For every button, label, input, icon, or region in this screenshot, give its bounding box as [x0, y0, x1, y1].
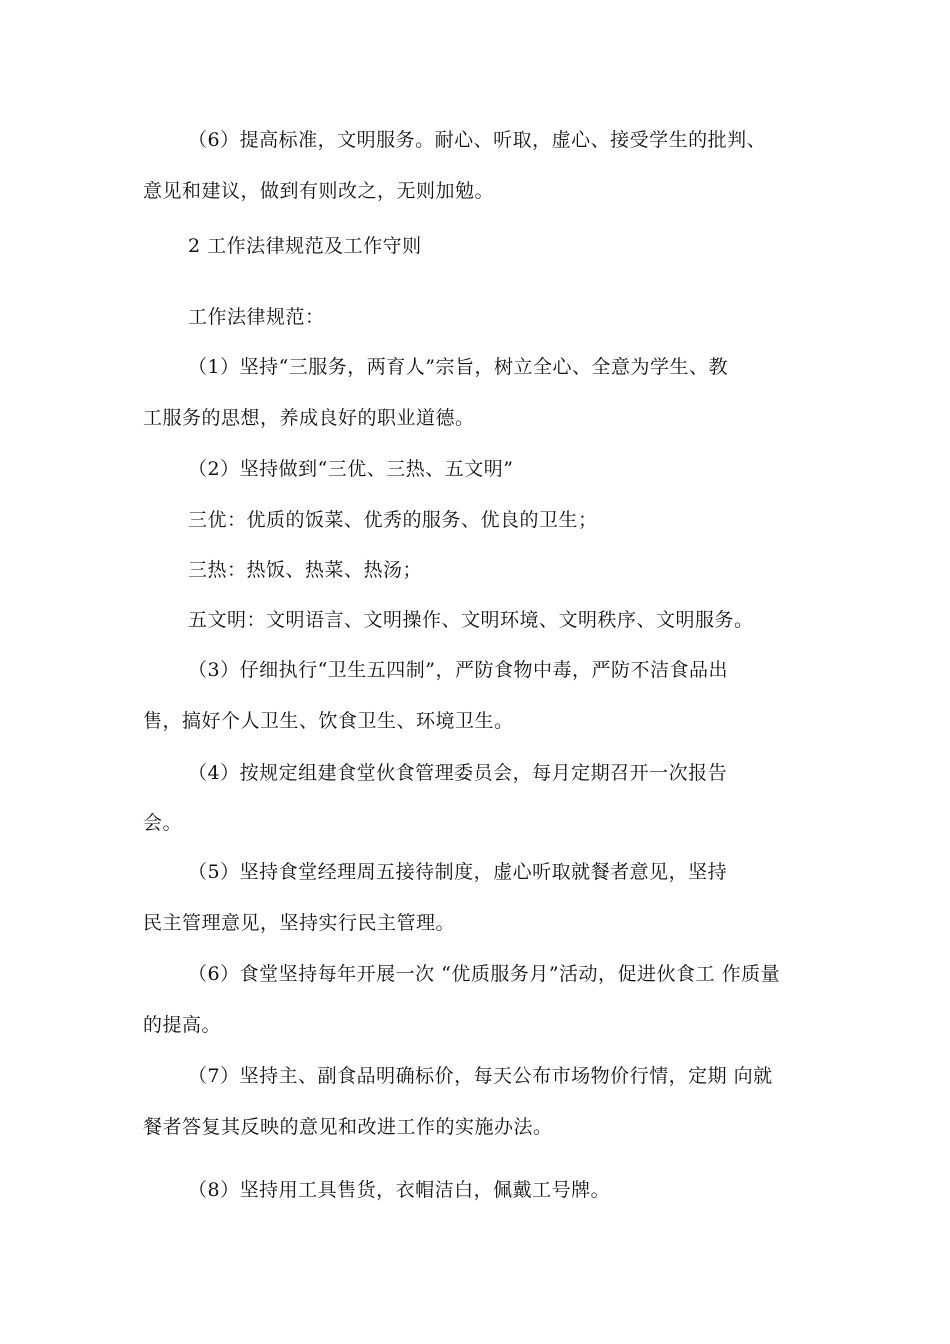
five-civilities: 五文明：文明语言、文明操作、文明环境、文明秩序、文明服务。: [188, 609, 754, 631]
item-7-line-1: （7）坚持主、副食品明确标价，每天公布市场物价行情，定期 向就: [188, 1065, 773, 1087]
item-6-line-1: （6）食堂坚持每年开展一次 “优质服务月”活动，促进伙食工 作质量: [188, 963, 781, 985]
item-8-line-1: （8）坚持用工具售货，衣帽洁白，佩戴工号牌。: [188, 1179, 611, 1201]
item-6-line-2: 的提高。: [143, 1014, 222, 1036]
subheading-legal-norms: 工作法律规范：: [188, 306, 325, 328]
three-hots: 三热：热饭、热菜、热汤；: [188, 559, 423, 581]
item-3-line-2: 售，搞好个人卫生、饮食卫生、环境卫生。: [143, 710, 514, 732]
item-3-line-1: （3）仔细执行“卫生五四制”，严防食物中毒，严防不洁食品出: [188, 659, 729, 681]
item-5-line-1: （5）坚持食堂经理周五接待制度，虚心听取就餐者意见，坚持: [188, 861, 728, 883]
three-excellences: 三优：优质的饭菜、优秀的服务、优良的卫生；: [188, 509, 598, 531]
section-heading: 2 工作法律规范及工作守则: [188, 235, 422, 257]
paragraph-6-line-2: 意见和建议，做到有则改之，无则加勉。: [143, 180, 495, 202]
item-5-line-2: 民主管理意见，坚持实行民主管理。: [143, 912, 456, 934]
item-1-line-2: 工服务的思想，养成良好的职业道德。: [143, 407, 475, 429]
item-1-line-1: （1）坚持“三服务，两育人”宗旨，树立全心、全意为学生、教: [188, 356, 729, 378]
item-7-line-2: 餐者答复其反映的意见和改进工作的实施办法。: [143, 1116, 553, 1138]
item-4-line-1: （4）按规定组建食堂伙食管理委员会，每月定期召开一次报告: [188, 762, 728, 784]
item-2-line-1: （2）坚持做到“三优、三热、五文明”: [188, 458, 514, 480]
item-4-line-2: 会。: [143, 812, 183, 834]
paragraph-6-line-1: （6）提高标准，文明服务。耐心、听取，虚心、接受学生的批判、: [188, 129, 767, 151]
